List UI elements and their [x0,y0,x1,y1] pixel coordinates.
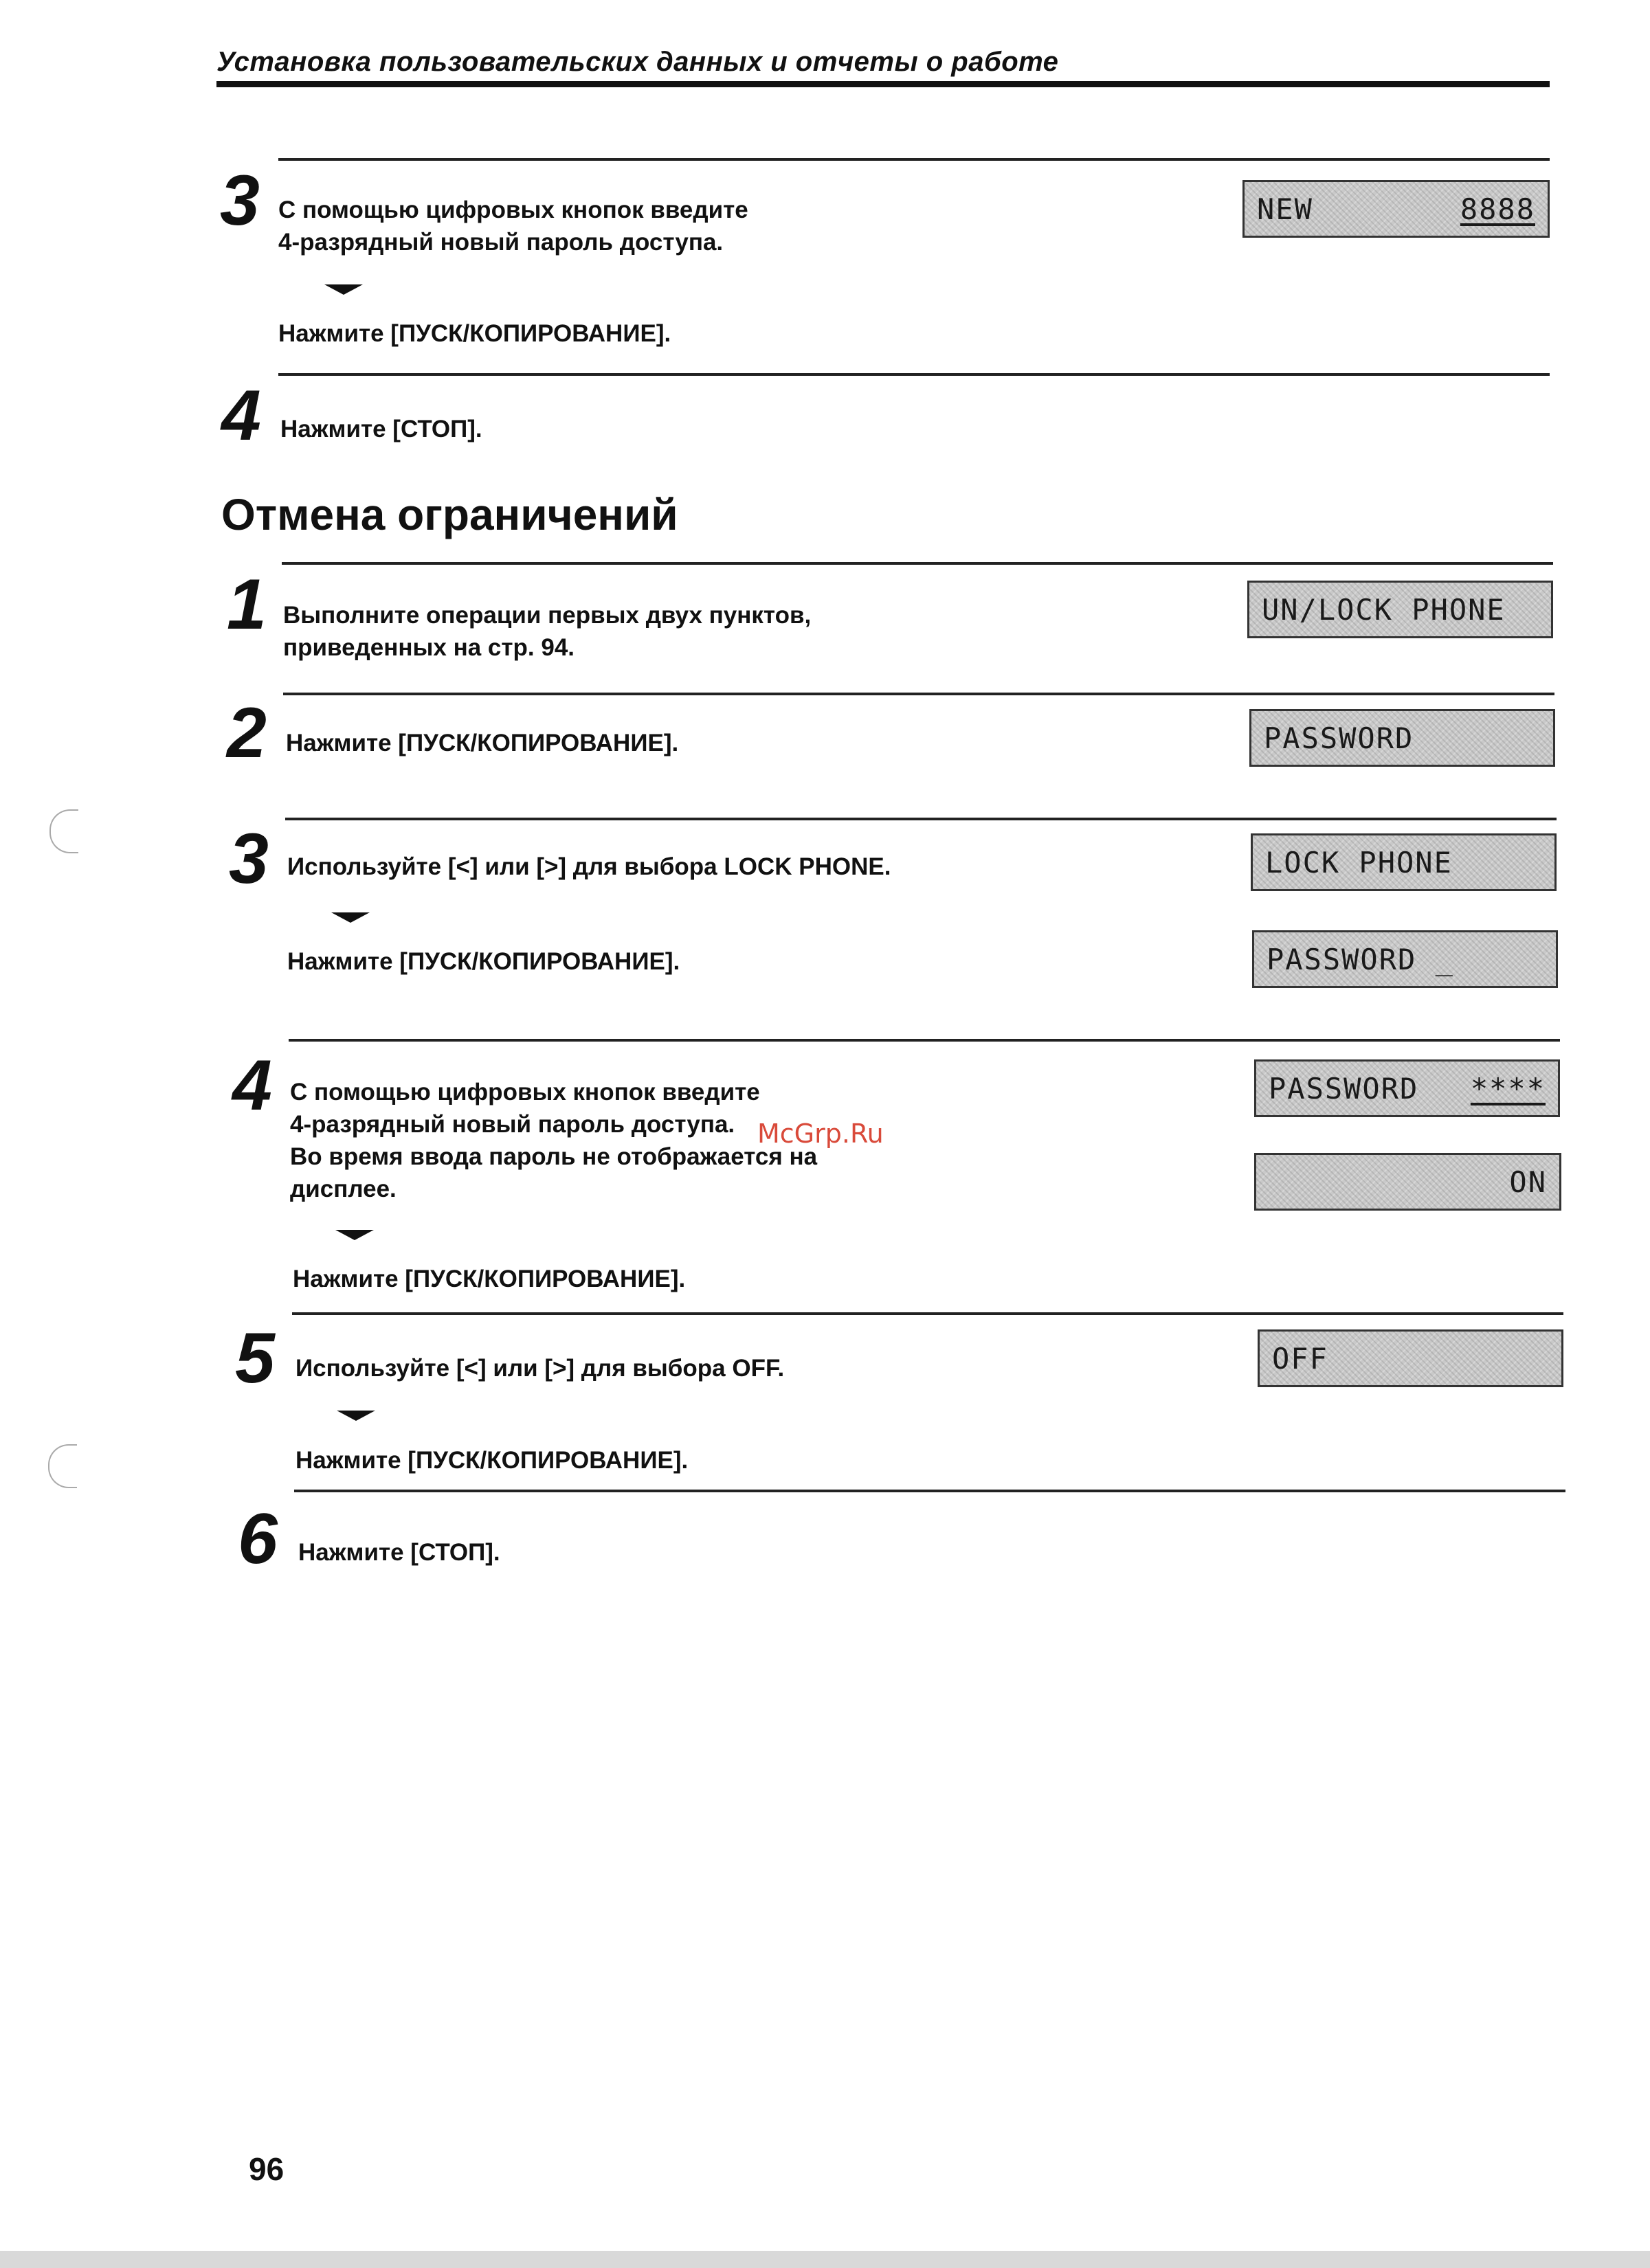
lcd-display [1249,709,1555,767]
lcd-value: 8888 [1460,192,1535,226]
step-number: 2 [227,693,267,773]
lcd-value: **** [1470,1071,1546,1105]
step-number: 6 [238,1499,278,1579]
lcd-value: ON [1509,1165,1547,1199]
lcd-display [1251,833,1557,891]
step-action: Нажмите [СТОП]. [280,416,482,442]
step-instruction-line: С помощью цифровых кнопок введите [278,197,748,223]
step-instruction-line: 4-разрядный новый пароль доступа. [278,229,724,256]
step-instruction-line: С помощью цифровых кнопок введите [290,1079,760,1105]
step-instruction-line: 4-разрядный новый пароль доступа. [290,1111,735,1138]
lcd-label: PASSWORD [1264,721,1414,755]
step-divider [278,158,1550,161]
header-rule [216,81,1550,87]
down-arrow-icon [337,1411,375,1421]
lcd-display [1258,1329,1563,1387]
binding-hole-mark [49,809,78,853]
down-arrow-icon [324,284,363,295]
step-action: Нажмите [ПУСК/КОПИРОВАНИЕ]. [293,1266,686,1292]
page-number: 96 [249,2151,285,2187]
lcd-label: PASSWORD _ [1267,942,1454,976]
step-number: 4 [232,1046,272,1125]
lcd-display [1254,1153,1561,1211]
lcd-label: OFF [1272,1341,1328,1376]
step-divider [283,693,1554,695]
step-number: 3 [229,819,269,899]
lcd-label: NEW [1257,192,1313,226]
step-divider [294,1490,1565,1492]
lcd-label: UN/LOCK PHONE [1262,592,1506,627]
lcd-display [1254,1059,1560,1117]
step-number: 1 [227,565,267,644]
step-action: Нажмите [ПУСК/КОПИРОВАНИЕ]. [296,1447,689,1474]
step-action: Нажмите [ПУСК/КОПИРОВАНИЕ]. [287,948,680,975]
watermark: McGrp.Ru [757,1119,884,1149]
step-divider [289,1039,1560,1042]
step-action: Нажмите [ПУСК/КОПИРОВАНИЕ]. [278,320,671,347]
scan-edge [0,2251,1650,2268]
down-arrow-icon [331,912,370,923]
step-instruction-line: приведенных на стр. 94. [283,634,575,661]
section-title: Отмена ограничений [221,490,678,539]
step-instruction-line: Используйте [<] или [>] для выбора LOCK PHONE. [287,853,891,880]
step-action: Нажмите [ПУСК/КОПИРОВАНИЕ]. [286,730,679,756]
running-header: Установка пользовательских данных и отчеты о работе [216,47,1059,77]
lcd-display [1247,581,1553,638]
step-number: 3 [220,161,260,240]
step-divider [285,818,1557,820]
step-instruction-line: Во время ввода пароль не отображается на [290,1143,818,1170]
lcd-display [1252,930,1558,988]
step-instruction-line: дисплее. [290,1176,397,1202]
step-number: 5 [235,1318,275,1398]
step-instruction-line: Используйте [<] или [>] для выбора OFF. [296,1355,785,1382]
step-number: 4 [221,376,261,456]
step-divider [292,1312,1563,1315]
step-action: Нажмите [СТОП]. [298,1539,500,1566]
lcd-display [1242,180,1550,238]
step-divider [278,373,1550,376]
step-instruction-line: Выполните операции первых двух пунктов, [283,602,812,629]
down-arrow-icon [335,1230,374,1240]
lcd-label: LOCK PHONE [1265,845,1453,879]
binding-hole-mark [48,1444,77,1488]
step-divider [282,562,1553,565]
lcd-label: PASSWORD [1269,1071,1419,1105]
